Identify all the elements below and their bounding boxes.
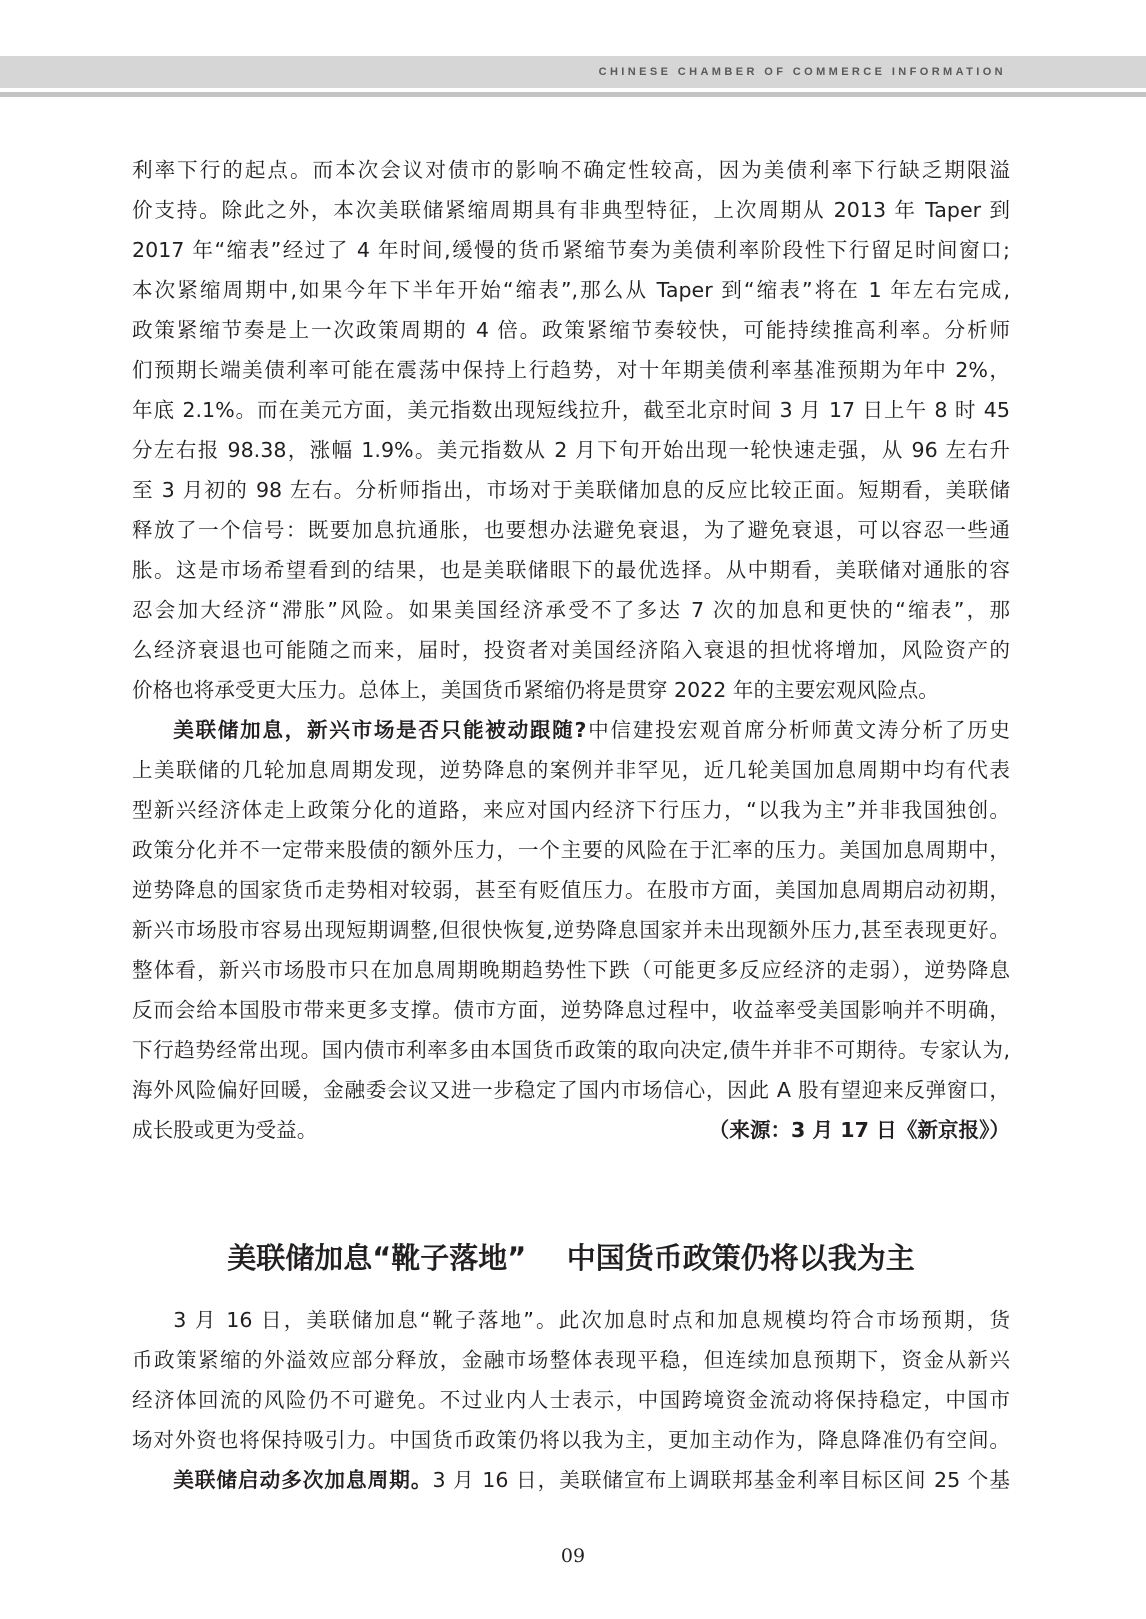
text-line: 政策分化并不一定带来股债的额外压力，一个主要的风险在于汇率的压力。美国加息周期中， [132, 838, 1010, 862]
paragraph-text: 中信建投宏观首席分析师黄文涛分析了历史 [586, 718, 1010, 742]
article-1-paragraph-2 [132, 710, 1010, 1150]
page-number: 09 [560, 1545, 586, 1567]
paragraph-text: 3 月 16 日，美联储宣布上调联邦基金利率目标区间 25 个基 [432, 1468, 1010, 1492]
text-line: 整体看，新兴市场股市只在加息周期晚期趋势性下跌（可能更多反应经济的走弱），逆势降息 [132, 958, 1010, 982]
text-line: 海外风险偏好回暖，金融委会议又进一步稳定了国内市场信心，因此 A 股有望迎来反弹窗口， [132, 1078, 1010, 1102]
text-line: 2017 年“缩表”经过了 4 年时间,缓慢的货币紧缩节奏为美债利率阶段性下行留足时间窗口; [132, 238, 1010, 262]
text-line: 们预期长端美债利率可能在震荡中保持上行趋势，对十年期美债利率基准预期为年中 2%， [132, 358, 1010, 382]
text-line: 场对外资也将保持吸引力。中国货币政策仍将以我为主，更加主动作为，降息降准仍有空间。 [132, 1428, 1010, 1452]
text-line: 释放了一个信号：既要加息抗通胀，也要想办法避免衰退，为了避免衰退，可以容忍一些通 [132, 518, 1010, 542]
text-line: 价支持。除此之外，本次美联储紧缩周期具有非典型特征，上次周期从 2013 年 Taper 到 [132, 198, 1010, 222]
article-2-title: 美联储加息“靴子落地” 中国货币政策仍将以我为主 [227, 1241, 915, 1275]
text-line: 新兴市场股市容易出现短期调整,但很快恢复,逆势降息国家并未出现额外压力,甚至表现更好。 [132, 918, 1010, 942]
text-line [132, 710, 1010, 750]
article-2-body [132, 1300, 1010, 1500]
text-line: 上美联储的几轮加息周期发现，逆势降息的案例并非罕见，近几轮美国加息周期中均有代表 [132, 758, 1010, 782]
paragraph-lead: 美联储启动多次加息周期。 [173, 1468, 433, 1492]
text-line [132, 1460, 1010, 1500]
text-line: 本次紧缩周期中,如果今年下半年开始“缩表”,那么从 Taper 到“缩表”将在 1 年左右完成, [132, 278, 1010, 302]
paragraph-lead: 美联储加息，新兴市场是否只能被动跟随? [173, 718, 587, 742]
text-line: 年底 2.1%。而在美元方面，美元指数出现短线拉升，截至北京时间 3 月 17 日上午 8 时 45 [132, 398, 1010, 422]
text-line: 型新兴经济体走上政策分化的道路，来应对国内经济下行压力，“以我为主”并非我国独创。 [132, 798, 1010, 822]
text-line: 政策紧缩节奏是上一次政策周期的 4 倍。政策紧缩节奏较快，可能持续推高利率。分析师 [132, 318, 1010, 342]
article-1-paragraph-1 [132, 150, 1010, 710]
source-citation: （来源：3 月 17 日《新京报》） [708, 1118, 1010, 1142]
paragraph-text: 成长股或更为受益。 [132, 1118, 318, 1142]
text-line: 币政策紧缩的外溢效应部分释放，金融市场整体表现平稳，但连续加息预期下，资金从新兴 [132, 1348, 1010, 1372]
article-1-body [132, 150, 1010, 1150]
text-line: 么经济衰退也可能随之而来，届时，投资者对美国经济陷入衰退的担忧将增加，风险资产的 [132, 638, 1010, 662]
text-line: 利率下行的起点。而本次会议对债市的影响不确定性较高，因为美债利率下行缺乏期限溢 [132, 158, 1010, 182]
text-line: 胀。这是市场希望看到的结果，也是美联储眼下的最优选择。从中期看，美联储对通胀的容 [132, 558, 1010, 582]
text-line: 经济体回流的风险仍不可避免。不过业内人士表示，中国跨境资金流动将保持稳定，中国市 [132, 1388, 1010, 1412]
text-line [132, 1110, 1010, 1150]
text-line: 3 月 16 日，美联储加息“靴子落地”。此次加息时点和加息规模均符合市场预期，货 [173, 1308, 1010, 1332]
text-line: 忍会加大经济“滞胀”风险。如果美国经济承受不了多达 7 次的加息和更快的“缩表”，那 [132, 598, 1010, 622]
text-line: 反而会给本国股市带来更多支撑。债市方面，逆势降息过程中，收益率受美国影响并不明确， [132, 998, 1010, 1022]
text-line: 分左右报 98.38，涨幅 1.9%。美元指数从 2 月下旬开始出现一轮快速走强，从 96 左右升 [132, 438, 1010, 462]
text-line: 价格也将承受更大压力。总体上，美国货币紧缩仍将是贯穿 2022 年的主要宏观风险点。 [132, 678, 939, 702]
text-line: 下行趋势经常出现。国内债市利率多由本国货币政策的取向决定,债牛并非不可期待。专家认为, [132, 1038, 1010, 1062]
text-line: 逆势降息的国家货币走势相对较弱，甚至有贬值压力。在股市方面，美国加息周期启动初期， [132, 878, 1010, 902]
publication-header: CHINESE CHAMBER OF COMMERCE INFORMATION [598, 66, 1006, 78]
text-line: 至 3 月初的 98 左右。分析师指出，市场对于美联储加息的反应比较正面。短期看，美联储 [132, 478, 1010, 502]
header-rule [0, 92, 1146, 97]
